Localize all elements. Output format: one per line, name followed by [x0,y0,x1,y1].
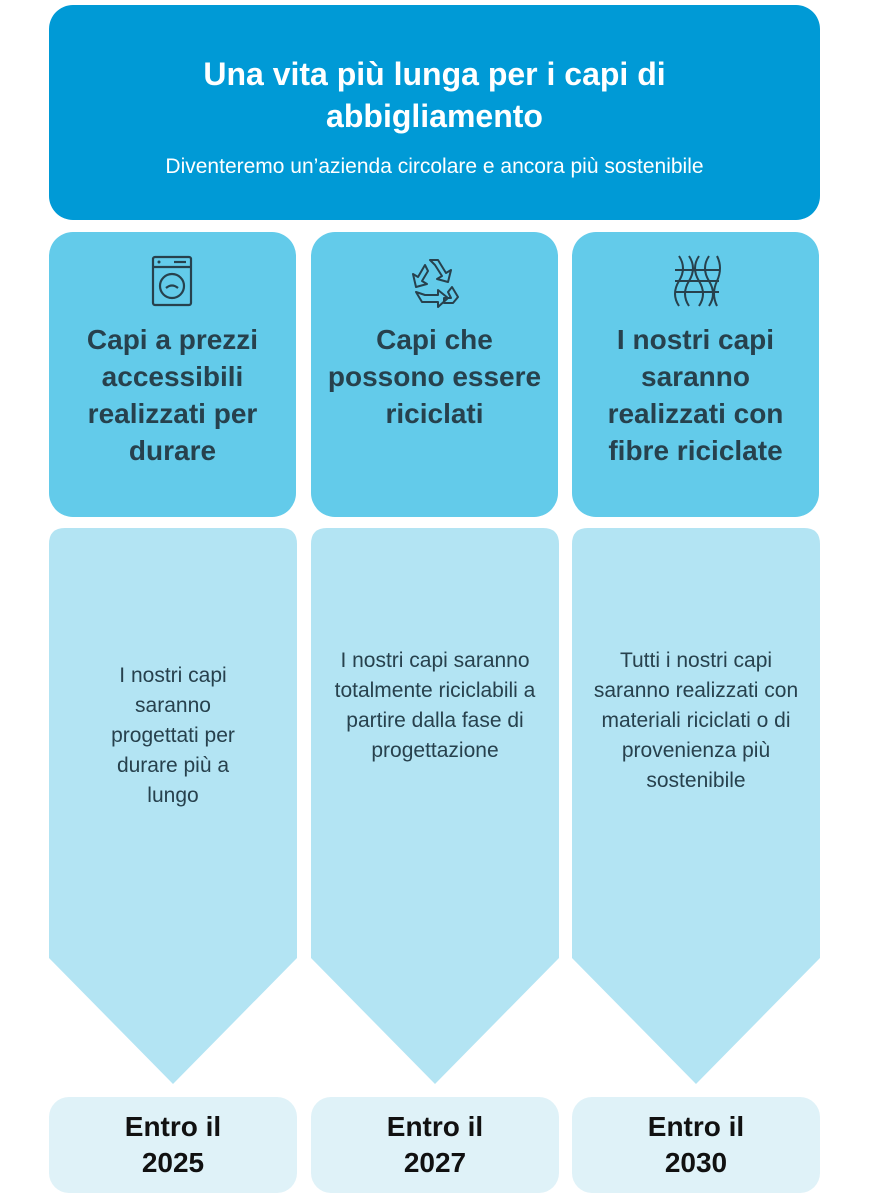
deadline-prefix: Entro il [386,1111,484,1142]
goal-card-durability [49,232,296,517]
washing-machine-icon [146,254,198,308]
page-title: Una vita più lunga per i capi di abbigliamento [203,56,666,134]
goal-description: I nostri capi saranno progettati per durare più a lungo [111,664,235,807]
recycle-icon [408,254,460,308]
deadline-box-2027 [311,1097,559,1193]
goal-description: Tutti i nostri capi saranno realizzati con materiali riciclati o di provenienza più sostenibile [593,649,799,792]
deadline-year: 2025 [141,1147,205,1178]
page-subtitle: Diventeremo un’azienda circolare e ancora più sostenibile [165,155,704,178]
header-banner [49,5,820,220]
goal-title: I nostri capi saranno realizzati con fibre riciclate [607,324,784,466]
goal-card-recycled-fibres [572,232,819,517]
goal-arrow-recyclable [311,528,559,1084]
goal-arrow-recycled-fibres [572,528,820,1084]
deadline-prefix: Entro il [124,1111,222,1142]
fibers-icon [669,254,721,308]
deadline-box-2025 [49,1097,297,1193]
deadline-year: 2030 [664,1147,728,1178]
deadline-prefix: Entro il [647,1111,745,1142]
deadline-year: 2027 [403,1147,467,1178]
goal-card-recyclable [311,232,558,517]
goal-title: Capi che possono essere riciclati [327,324,542,429]
goal-arrow-durability [49,528,297,1084]
goal-description: I nostri capi saranno totalmente riciclabili a partire dalla fase di progettazione [334,649,536,762]
deadline-box-2030 [572,1097,820,1193]
goal-title: Capi a prezzi accessibili realizzati per durare [86,324,259,466]
